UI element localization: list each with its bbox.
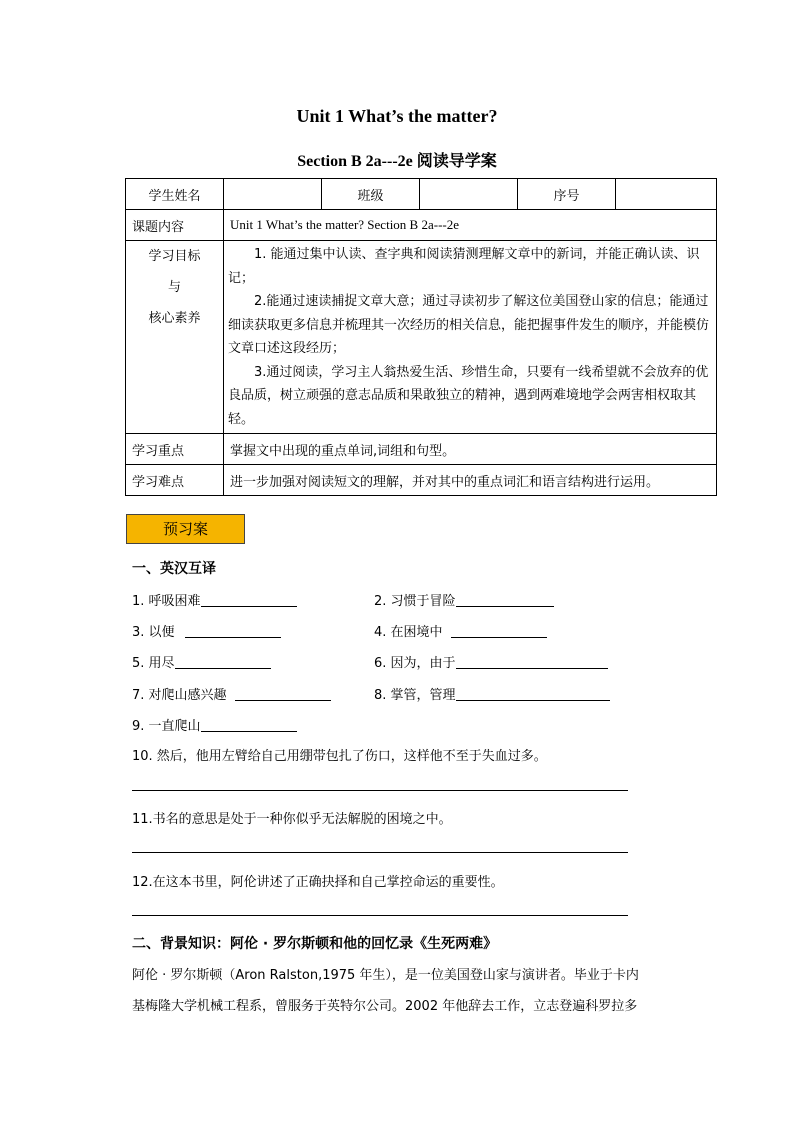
goals-content bbox=[224, 241, 717, 434]
answer-blank-7[interactable] bbox=[235, 686, 331, 701]
exercise-item-12: 12.在这本书里，阿伦讲述了正确抉择和自己掌控命运的重要性。 bbox=[132, 875, 504, 890]
goals-label bbox=[126, 241, 224, 434]
exercise-item-5 bbox=[132, 652, 271, 671]
preview-badge: 预习案 bbox=[126, 514, 245, 544]
answer-blank-8[interactable] bbox=[456, 686, 610, 701]
exercise-item-3-text: 3. 以便 bbox=[132, 625, 175, 640]
section-2-heading: 二、背景知识：阿伦 · 罗尔斯顿和他的回忆录《生死两难》 bbox=[132, 936, 498, 952]
answer-blank-2[interactable] bbox=[456, 592, 554, 607]
exercise-item-1 bbox=[132, 590, 297, 609]
exercise-item-5-text: 5. 用尽 bbox=[132, 656, 175, 671]
table-row-header bbox=[126, 179, 717, 210]
page-subtitle: Section B 2a---2e 阅读导学案 bbox=[297, 153, 497, 170]
exercise-item-8-text: 8. 掌管，管理 bbox=[374, 688, 456, 703]
answer-blank-3[interactable] bbox=[185, 623, 281, 638]
exercise-item-7-text: 7. 对爬山感兴趣 bbox=[132, 688, 227, 703]
table-row-difficulty bbox=[126, 465, 717, 496]
page-title: Unit 1 What’s the matter? bbox=[296, 106, 498, 126]
exercise-item-6-text: 6. 因为，由于 bbox=[374, 656, 456, 671]
student-name-field[interactable] bbox=[224, 179, 322, 210]
table-row-goals bbox=[126, 241, 717, 434]
answer-blank-5[interactable] bbox=[175, 654, 271, 669]
answer-line-11[interactable] bbox=[132, 852, 628, 853]
exercise-item-2-text: 2. 习惯于冒险 bbox=[374, 594, 456, 609]
goals-label-line-1: 学习目标 bbox=[148, 249, 201, 264]
class-label: 班级 bbox=[322, 179, 420, 210]
student-name-label: 学生姓名 bbox=[126, 179, 224, 210]
difficulty-label: 学习难点 bbox=[126, 465, 224, 496]
lesson-label: 课题内容 bbox=[126, 210, 224, 241]
lesson-value: Unit 1 What’s the matter? Section B 2a---2e bbox=[224, 210, 717, 241]
exercise-item-4-text: 4. 在困境中 bbox=[374, 625, 443, 640]
table-row-focus bbox=[126, 434, 717, 465]
exercise-item-3 bbox=[132, 621, 281, 640]
answer-line-10[interactable] bbox=[132, 790, 628, 791]
exercise-item-11: 11.书名的意思是处于一种你似乎无法解脱的困境之中。 bbox=[132, 812, 452, 827]
goal-item-1: 1. 能通过集中认读、查字典和阅读猜测理解文章中的新词，并能正确认读、识记； bbox=[228, 247, 700, 286]
exercise-item-6 bbox=[374, 652, 608, 671]
exercise-item-1-text: 1. 呼吸困难 bbox=[132, 594, 201, 609]
goals-label-line-3: 核心素养 bbox=[148, 311, 201, 326]
exercise-item-9 bbox=[132, 715, 297, 734]
background-line-1: 阿伦 · 罗尔斯顿（Aron Ralston,1975 年生），是一位美国登山家与演讲者。毕业于卡内 bbox=[132, 968, 639, 983]
answer-blank-9[interactable] bbox=[201, 717, 297, 732]
goals-label-line-2: 与 bbox=[167, 280, 181, 295]
goal-item-3: 3.通过阅读，学习主人翁热爱生活、珍惜生命，只要有一线希望就不会放弃的优良品质，树立顽强的意志品质和果敢独立的精神，遇到两难境地学会两害相权取其轻。 bbox=[228, 364, 709, 427]
exercise-item-4 bbox=[374, 621, 547, 640]
section-1-heading: 一、英汉互译 bbox=[132, 561, 216, 577]
answer-blank-1[interactable] bbox=[201, 592, 297, 607]
answer-line-12[interactable] bbox=[132, 915, 628, 916]
class-field[interactable] bbox=[420, 179, 518, 210]
seat-field[interactable] bbox=[616, 179, 717, 210]
difficulty-value: 进一步加强对阅读短文的理解，并对其中的重点词汇和语言结构进行运用。 bbox=[224, 465, 717, 496]
seat-label: 序号 bbox=[518, 179, 616, 210]
exercise-item-7 bbox=[132, 684, 331, 703]
exercise-item-9-text: 9. 一直爬山 bbox=[132, 719, 201, 734]
focus-value: 掌握文中出现的重点单词,词组和句型。 bbox=[224, 434, 717, 465]
exercise-item-2 bbox=[374, 590, 554, 609]
answer-blank-6[interactable] bbox=[456, 654, 608, 669]
background-line-2: 基梅隆大学机械工程系，曾服务于英特尔公司。2002 年他辞去工作，立志登遍科罗拉多 bbox=[132, 999, 638, 1014]
goal-item-2: 2.能通过速读捕捉文章大意；通过寻读初步了解这位美国登山家的信息；能通过细读获取更多信息并梳理其一次经历的相关信息，能把握事件发生的顺序，并能模仿文章口述这段经历； bbox=[228, 294, 710, 356]
answer-blank-4[interactable] bbox=[451, 623, 547, 638]
exercise-item-10: 10. 然后，他用左臂给自己用绷带包扎了伤口，这样他不至于失血过多。 bbox=[132, 749, 547, 764]
focus-label: 学习重点 bbox=[126, 434, 224, 465]
info-table bbox=[125, 178, 717, 496]
exercise-item-8 bbox=[374, 684, 610, 703]
table-row-lesson bbox=[126, 210, 717, 241]
